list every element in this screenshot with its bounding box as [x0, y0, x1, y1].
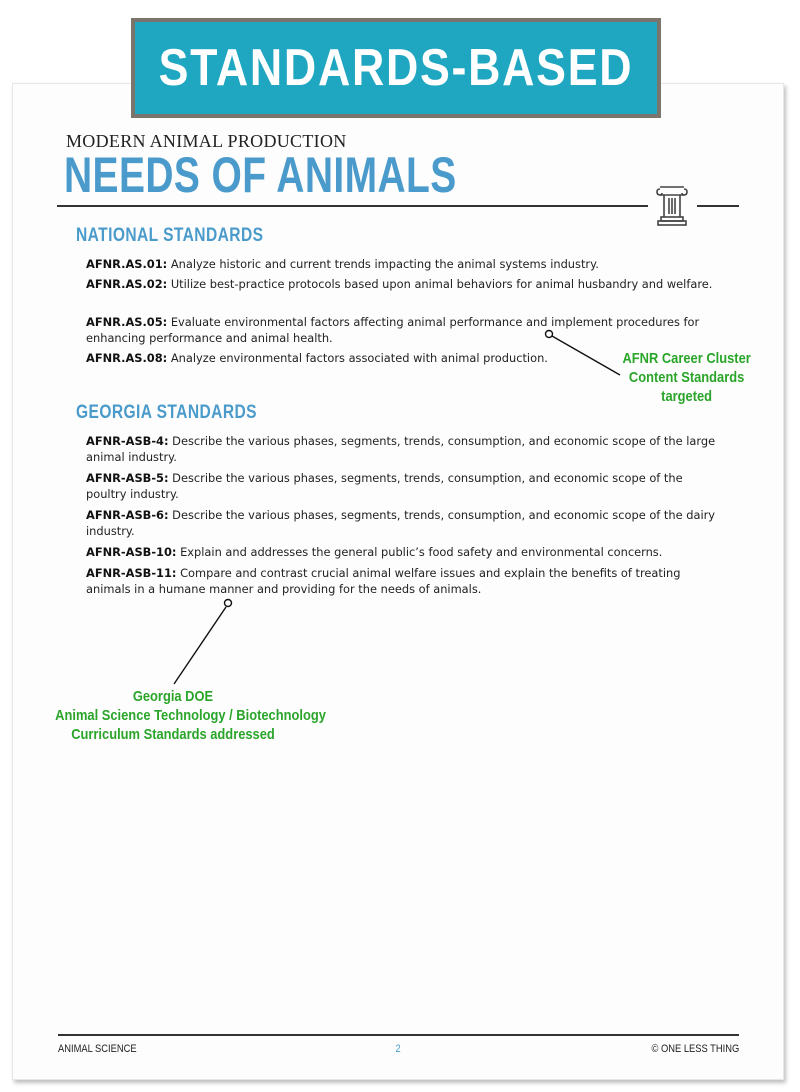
unit-subtitle: MODERN ANIMAL PRODUCTION — [66, 131, 347, 151]
national-standards-heading: NATIONAL STANDARDS — [76, 225, 264, 246]
standard-text: Describe the various phases, segments, trends, consumption, and economic scope of the dairy industry. — [86, 508, 716, 538]
georgia-callout: Georgia DOE Animal Science Technology / Biotechnology Curriculum Standards addressed — [55, 688, 326, 743]
georgia-standard-item — [86, 434, 726, 465]
georgia-standard-item — [86, 566, 726, 597]
standard-text: Utilize best-practice protocols based upon animal behaviors for animal husbandry and welfare. — [167, 277, 713, 291]
georgia-standard-item — [86, 545, 726, 561]
standard-code: AFNR-ASB-11: — [86, 566, 177, 580]
pillar-icon — [655, 183, 689, 227]
standard-code: AFNR-ASB-5: — [86, 471, 169, 485]
georgia-standard-item — [86, 471, 726, 502]
footer-divider — [58, 1034, 739, 1036]
standard-text: Compare and contrast crucial animal welfare issues and explain the benefits of treating animals in a humane manner and providing for the needs of animals. — [86, 566, 681, 596]
national-standard-item — [86, 277, 726, 293]
standard-text: Evaluate environmental factors affecting animal performance and implement procedures for enhancing performance and animal health. — [86, 315, 700, 345]
national-standard-item — [86, 257, 726, 273]
standard-text: Analyze historic and current trends impacting the animal systems industry. — [167, 257, 599, 271]
title-divider — [57, 205, 648, 207]
standard-code: AFNR-ASB-10: — [86, 545, 177, 559]
standard-text: Explain and addresses the general public’s food safety and environmental concerns. — [176, 545, 663, 559]
title-divider-right — [697, 205, 739, 207]
standard-text: Describe the various phases, segments, trends, consumption, and economic scope of the large animal industry. — [86, 434, 716, 464]
standard-code: AFNR.AS.01: — [86, 257, 168, 271]
standard-code: AFNR-ASB-4: — [86, 434, 169, 448]
standard-code: AFNR.AS.02: — [86, 277, 168, 291]
page-title: NEEDS OF ANIMALS — [64, 147, 457, 203]
footer-course: ANIMAL SCIENCE — [58, 1043, 137, 1055]
footer-copyright: © ONE LESS THING — [651, 1043, 739, 1055]
banner-label: STANDARDS-BASED — [158, 39, 634, 97]
page-number: 2 — [395, 1043, 401, 1055]
standard-text: Describe the various phases, segments, trends, consumption, and economic scope of the poultry industry. — [86, 471, 683, 501]
national-standard-item — [86, 315, 726, 346]
standard-code: AFNR.AS.08: — [86, 351, 168, 365]
standards-based-banner — [131, 18, 661, 118]
standard-text: Analyze environmental factors associated with animal production. — [167, 351, 548, 365]
standard-code: AFNR-ASB-6: — [86, 508, 169, 522]
georgia-standards-heading: GEORGIA STANDARDS — [76, 402, 257, 423]
georgia-standard-item — [86, 508, 726, 539]
standard-code: AFNR.AS.05: — [86, 315, 168, 329]
afnr-callout: AFNR Career Cluster Content Standards targeted — [622, 350, 751, 405]
